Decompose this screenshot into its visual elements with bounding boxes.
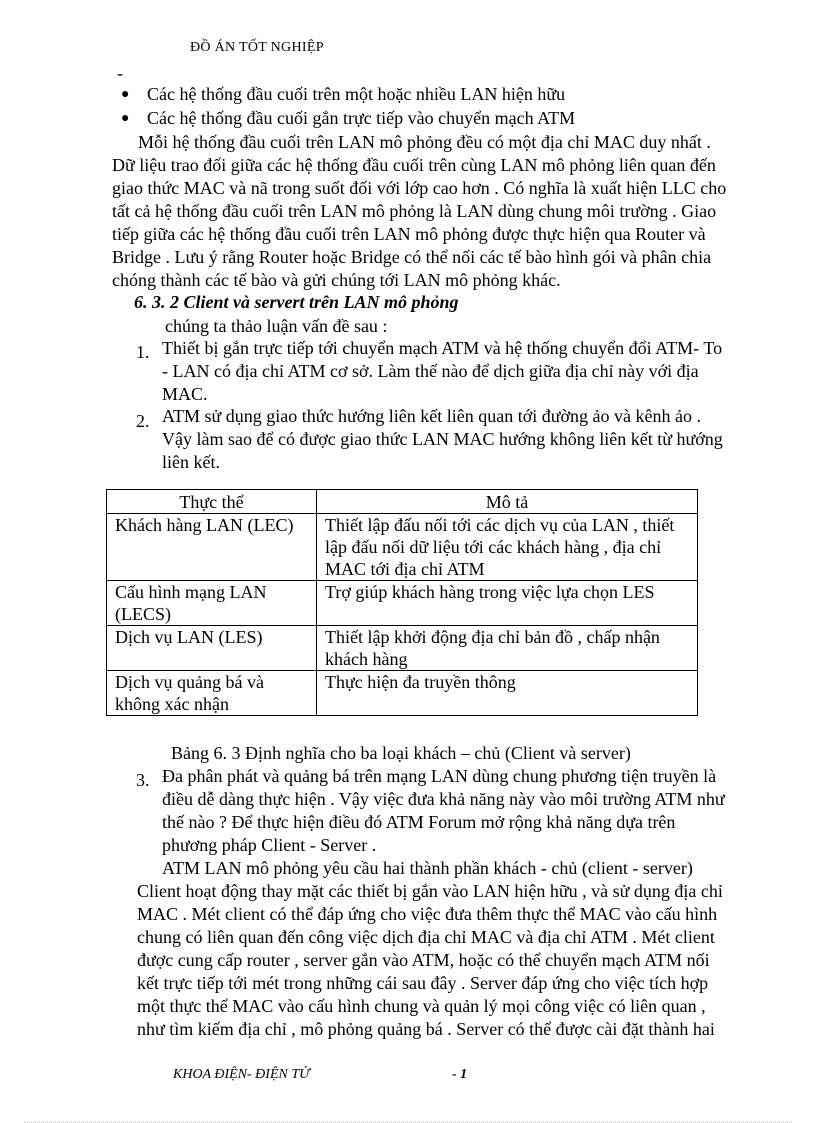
paragraph-line: Dữ liệu trao đổi giữa các hệ thống đầu cuối trên cùng LAN mô phỏng liên quan đến [112,155,716,175]
list-line: - LAN có địa chỉ ATM cơ sở. Làm thế nào để dịch giữa địa chỉ này với địa [162,361,699,381]
list-number: 2. [136,411,150,431]
list-line: Vậy làm sao để có được giao thức LAN MAC hướng không liên kết từ hướng [162,429,723,449]
paragraph-line: giao thức MAC và nã trong suốt đối với lớp cao hơn . Có nghĩa là xuất hiện LLC cho [112,178,727,198]
table-cell-description: Thiết lập đấu nối tới các dịch vụ của LAN , thiết lập đấu nối dữ liệu tới các khách hàng , địa chỉ MAC tới địa chỉ ATM [317,514,698,581]
stray-dash: - [117,63,123,83]
list-line: Thiết bị gắn trực tiếp tới chuyển mạch ATM và hệ thống chuyển đổi ATM- To [162,338,723,358]
list-line: Đa phân phát và quảng bá trên mạng LAN dùng chung phương tiện truyền là [162,766,717,786]
table-cell-description: Trợ giúp khách hàng trong việc lựa chọn LES [317,581,698,626]
intro-line: chúng ta thảo luận vấn đề sau : [165,316,388,336]
list-line: MAC. [162,384,208,404]
running-header: ĐỒ ÁN TỐT NGHIỆP [190,40,324,55]
table-cell-entity: Cấu hình mạng LAN (LECS) [107,581,317,626]
section-heading: 6. 3. 2 Client và servert trên LAN mô phỏng [134,292,459,312]
table-row [107,671,698,716]
table-header: Thực thể [107,490,317,514]
table-header-row [107,490,698,514]
paragraph-line: ATM LAN mô phỏng yêu cầu hai thành phần khách - chủ (client - server) [162,858,693,878]
table-cell-entity: Dịch vụ quảng bá và không xác nhận [107,671,317,716]
list-line: phương pháp Client - Server . [162,835,377,855]
list-line: liên kết. [162,452,220,472]
bullet-item: Các hệ thống đầu cuối trên một hoặc nhiều LAN hiện hữu [147,84,566,104]
table-cell-description: Thực hiện đa truyền thông [317,671,698,716]
paragraph-line: Client hoạt động thay mặt các thiết bị gắn vào LAN hiện hữu , và sử dụng địa chỉ [137,881,723,901]
list-number: 1. [136,342,150,362]
paragraph-line: MAC . Mét client có thể đáp ứng cho việc đưa thêm thực thể MAC vào cấu hình [137,904,718,924]
bullet-dot: ● [121,111,130,126]
paragraph-line: được cung cấp router , server gắn vào ATM, hoặc có thể chuyển mạch ATM nối [137,950,710,970]
paragraph-line: tất cả hệ thống đầu cuối trên LAN mô phỏng là LAN dùng chung môi trường . Giao [112,201,717,221]
paragraph-line: Mỗi hệ thống đầu cuối trên LAN mô phỏng đều có một địa chỉ MAC duy nhất . [138,132,711,152]
table-row [107,581,698,626]
list-line: ATM sử dụng giao thức hướng liên kết liên quan tới đường ảo và kênh ảo . [162,406,701,426]
paragraph-line: tiếp giữa các hệ thống đầu cuối trên LAN mô phỏng được thực hiện qua Router và [112,224,706,244]
footer-department: KHOA ĐIỆN- ĐIỆN TỬ [173,1067,310,1082]
table-cell-entity: Khách hàng LAN (LEC) [107,514,317,581]
paragraph-line: Bridge . Lưu ý rằng Router hoặc Bridge có thể nối các tế bào hình gói và phân chia [112,247,712,267]
definitions-table [106,489,698,716]
table-cell-description: Thiết lập khởi động địa chỉ bản đồ , chấp nhận khách hàng [317,626,698,671]
bullet-item: Các hệ thống đầu cuối gắn trực tiếp vào chuyển mạch ATM [147,108,576,128]
table-cell-entity: Dịch vụ LAN (LES) [107,626,317,671]
paragraph-line: chóng thành các tế bào và gửi chúng tới LAN mô phỏng khác. [112,270,561,290]
paragraph-line: một thực thể MAC vào cấu hình chung và quản lý mọi công việc có liên quan , [137,996,706,1016]
list-line: thế nào ? Để thực hiện điều đó ATM Forum mở rộng khả năng dựa trên [162,812,676,832]
table-header: Mô tả [317,490,698,514]
table-caption: Bảng 6. 3 Định nghĩa cho ba loại khách – chủ (Client và server) [171,743,631,763]
bullet-dot: ● [121,87,130,102]
list-line: điều dễ dàng thực hiện . Vậy việc đưa khả năng này vào môi trường ATM như [162,789,725,809]
paragraph-line: như tìm kiếm địa chỉ , mô phỏng quảng bá . Server có thể được cài đặt thành hai [137,1019,715,1039]
table-row [107,514,698,581]
table-row [107,626,698,671]
paragraph-line: chung có liên quan đến công việc dịch địa chỉ MAC và địa chỉ ATM . Mét client [137,927,715,947]
footer-page-number: - 1 [452,1067,468,1082]
paragraph-line: kết trực tiếp tới mét trong những cái sau đây . Server đáp ứng cho việc tích hợp [137,973,709,993]
list-number: 3. [136,770,150,790]
